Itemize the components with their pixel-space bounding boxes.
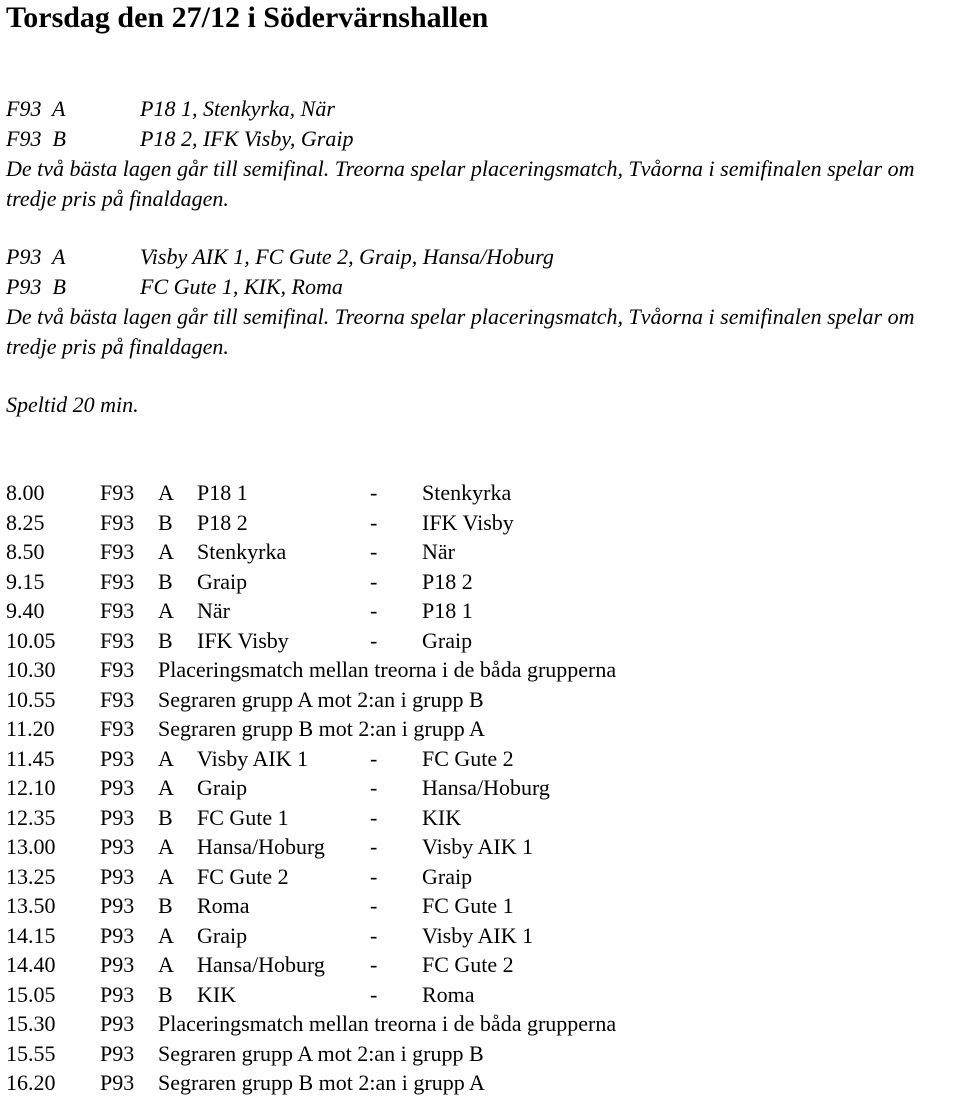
match-schedule — [6, 478, 956, 1098]
match-time: 11.20 — [6, 716, 55, 741]
versus-dash: - — [370, 922, 378, 948]
age-class: F93 — [100, 598, 135, 623]
match-time: 16.20 — [6, 1070, 56, 1095]
group-letter: A — [158, 863, 174, 889]
away-team: Roma — [422, 981, 475, 1007]
schedule-row — [6, 862, 956, 892]
age-class: F93 — [100, 568, 135, 594]
boys-groups-section — [6, 242, 956, 362]
away-team: Visby AIK 1 — [422, 922, 534, 948]
schedule-row — [6, 685, 956, 715]
home-team: KIK — [197, 981, 237, 1007]
group-name: F93 B — [6, 126, 66, 151]
schedule-row — [6, 832, 956, 862]
age-class: P93 — [100, 804, 135, 830]
group-teams: P18 1, Stenkyrka, När — [140, 96, 335, 121]
group-line-f93-b — [6, 124, 956, 154]
versus-dash: - — [370, 834, 378, 859]
home-team: När — [197, 598, 230, 623]
group-letter: B — [158, 893, 173, 918]
versus-dash: - — [370, 981, 378, 1007]
match-time: 8.25 — [6, 509, 45, 535]
match-description: Segraren grupp A mot 2:an i grupp B — [158, 1040, 484, 1066]
match-time: 10.55 — [6, 686, 56, 712]
versus-dash: - — [370, 775, 378, 800]
age-class: P93 — [100, 922, 135, 948]
advancement-note: De två bästa lagen går till semifinal. Treorna spelar placeringsmatch, Tvåorna i semifinalen spelar om tredje pris på finaldagen. — [6, 304, 915, 359]
age-class: P93 — [100, 745, 135, 771]
away-team: FC Gute 1 — [422, 893, 514, 918]
group-letter: A — [158, 539, 174, 564]
versus-dash: - — [370, 952, 378, 977]
age-class: P93 — [100, 834, 135, 859]
match-description: Segraren grupp B mot 2:an i grupp A — [158, 1070, 485, 1095]
schedule-row — [6, 891, 956, 921]
age-class: F93 — [100, 657, 135, 682]
versus-dash: - — [370, 804, 378, 830]
versus-dash: - — [370, 598, 378, 623]
match-description: Placeringsmatch mellan treorna i de båda grupperna — [158, 657, 617, 682]
schedule-row — [6, 537, 956, 567]
match-time: 12.35 — [6, 804, 56, 830]
group-letter: B — [158, 509, 173, 535]
away-team: Hansa/Hoburg — [422, 775, 550, 800]
age-class: F93 — [100, 686, 135, 712]
group-letter: A — [158, 598, 174, 623]
age-class: P93 — [100, 1070, 135, 1095]
age-class: P93 — [100, 1040, 135, 1066]
match-time: 11.45 — [6, 745, 55, 771]
home-team: Stenkyrka — [197, 539, 287, 564]
girls-groups-section — [6, 94, 956, 214]
group-name: P93 A — [6, 244, 66, 269]
match-time: 9.15 — [6, 568, 45, 594]
group-name: P93 B — [6, 274, 66, 299]
match-time: 12.10 — [6, 775, 56, 800]
home-team: Hansa/Hoburg — [197, 952, 325, 977]
match-duration: Speltid 20 min. — [6, 392, 139, 417]
group-line-p93-b — [6, 272, 956, 302]
match-time: 8.50 — [6, 539, 45, 564]
schedule-row — [6, 950, 956, 980]
home-team: FC Gute 1 — [197, 804, 289, 830]
match-description: Placeringsmatch mellan treorna i de båda grupperna — [158, 1011, 617, 1036]
schedule-row — [6, 567, 956, 597]
age-class: P93 — [100, 775, 135, 800]
age-class: P93 — [100, 1011, 135, 1036]
home-team: IFK Visby — [197, 627, 289, 653]
schedule-row — [6, 921, 956, 951]
schedule-row — [6, 626, 956, 656]
away-team: FC Gute 2 — [422, 745, 514, 771]
versus-dash: - — [370, 568, 378, 594]
versus-dash: - — [370, 745, 378, 771]
schedule-row — [6, 803, 956, 833]
schedule-row — [6, 980, 956, 1010]
match-description: Segraren grupp A mot 2:an i grupp B — [158, 686, 484, 712]
schedule-row — [6, 744, 956, 774]
home-team: Graip — [197, 922, 248, 948]
away-team: Graip — [422, 627, 473, 653]
schedule-row — [6, 478, 956, 508]
schedule-row — [6, 508, 956, 538]
schedule-row — [6, 1068, 956, 1098]
group-letter: A — [158, 775, 174, 800]
group-letter: A — [158, 834, 174, 859]
away-team: KIK — [422, 804, 462, 830]
home-team: Graip — [197, 775, 248, 800]
home-team: P18 2 — [197, 509, 248, 535]
group-letter: B — [158, 568, 173, 594]
match-time: 13.50 — [6, 893, 56, 918]
home-team: FC Gute 2 — [197, 863, 289, 889]
match-description: Segraren grupp B mot 2:an i grupp A — [158, 716, 485, 741]
group-teams: FC Gute 1, KIK, Roma — [140, 274, 343, 299]
age-class: P93 — [100, 893, 135, 918]
match-time: 9.40 — [6, 598, 45, 623]
match-time: 15.55 — [6, 1040, 56, 1066]
match-time: 13.00 — [6, 834, 56, 859]
versus-dash: - — [370, 863, 378, 889]
away-team: P18 1 — [422, 598, 473, 623]
match-time: 14.40 — [6, 952, 56, 977]
home-team: Graip — [197, 568, 248, 594]
match-time: 10.05 — [6, 627, 56, 653]
advancement-note: De två bästa lagen går till semifinal. Treorna spelar placeringsmatch, Tvåorna i semifinalen spelar om tredje pris på finaldagen. — [6, 156, 915, 211]
age-class: P93 — [100, 952, 135, 977]
age-class: F93 — [100, 716, 135, 741]
versus-dash: - — [370, 539, 378, 564]
age-class: P93 — [100, 981, 135, 1007]
home-team: Hansa/Hoburg — [197, 834, 325, 859]
age-class: F93 — [100, 627, 135, 653]
group-letter: A — [158, 952, 174, 977]
home-team: Roma — [197, 893, 250, 918]
away-team: IFK Visby — [422, 509, 514, 535]
versus-dash: - — [370, 509, 378, 535]
group-letter: A — [158, 922, 174, 948]
match-time: 8.00 — [6, 480, 45, 505]
group-teams: P18 2, IFK Visby, Graip — [140, 126, 354, 151]
age-class: F93 — [100, 539, 135, 564]
group-line-p93-a — [6, 242, 956, 272]
match-time: 15.05 — [6, 981, 56, 1007]
versus-dash: - — [370, 480, 378, 505]
away-team: P18 2 — [422, 568, 473, 594]
versus-dash: - — [370, 893, 378, 918]
group-letter: B — [158, 627, 173, 653]
away-team: Graip — [422, 863, 473, 889]
schedule-row — [6, 655, 956, 685]
home-team: Visby AIK 1 — [197, 745, 309, 771]
match-time: 10.30 — [6, 657, 56, 682]
page-title: Torsdag den 27/12 i Södervärnshallen — [6, 1, 489, 34]
match-time: 15.30 — [6, 1011, 56, 1036]
schedule-row — [6, 1009, 956, 1039]
home-team: P18 1 — [197, 480, 248, 505]
group-letter: A — [158, 745, 174, 771]
away-team: FC Gute 2 — [422, 952, 514, 977]
age-class: P93 — [100, 863, 135, 889]
age-class: F93 — [100, 480, 135, 505]
age-class: F93 — [100, 509, 135, 535]
schedule-row — [6, 714, 956, 744]
group-name: F93 A — [6, 96, 66, 121]
away-team: Stenkyrka — [422, 480, 512, 505]
group-letter: B — [158, 981, 173, 1007]
group-letter: B — [158, 804, 173, 830]
match-time: 13.25 — [6, 863, 56, 889]
schedule-row — [6, 596, 956, 626]
group-line-f93-a — [6, 94, 956, 124]
match-time: 14.15 — [6, 922, 56, 948]
group-teams: Visby AIK 1, FC Gute 2, Graip, Hansa/Hoburg — [140, 244, 554, 269]
versus-dash: - — [370, 627, 378, 653]
away-team: När — [422, 539, 455, 564]
schedule-row — [6, 773, 956, 803]
schedule-row — [6, 1039, 956, 1069]
group-letter: A — [158, 480, 174, 505]
away-team: Visby AIK 1 — [422, 834, 534, 859]
